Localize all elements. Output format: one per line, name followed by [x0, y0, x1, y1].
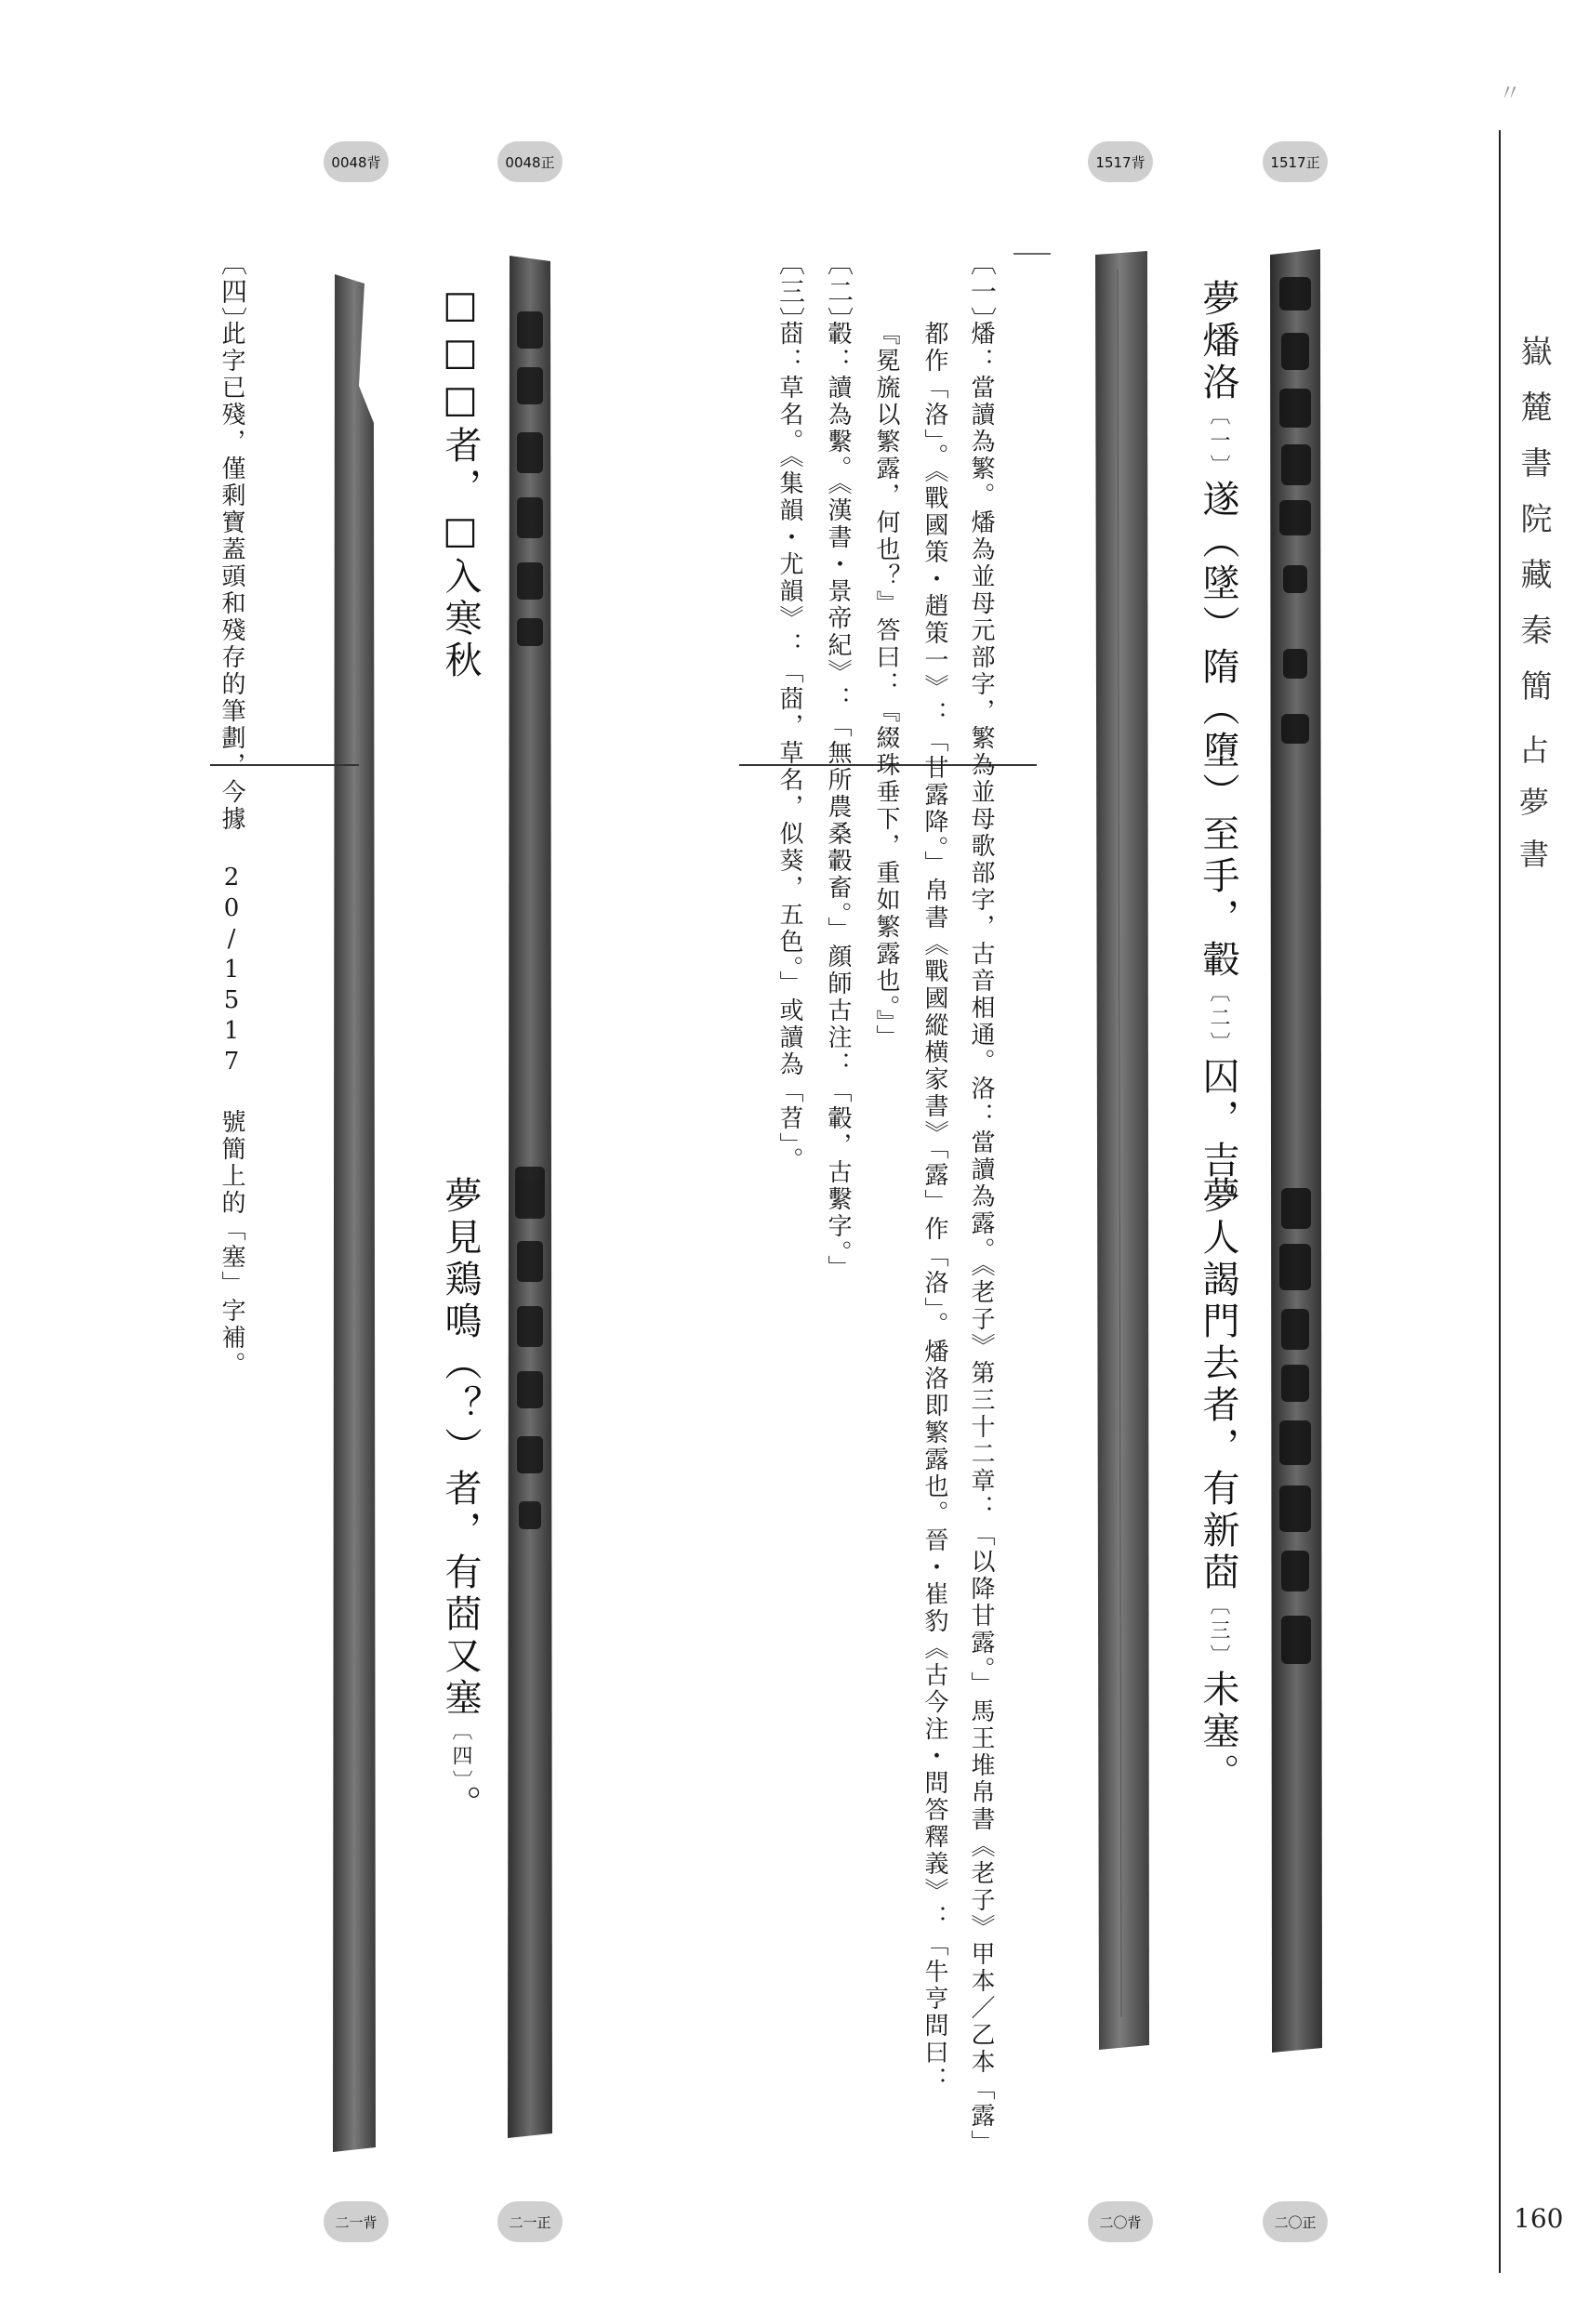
note-label-1: 〔一〕 — [967, 249, 998, 336]
note-label-3: 〔三〕 — [775, 249, 806, 336]
margin-rule — [1499, 130, 1501, 2273]
transcription-slip-20-line2: 夢人謁門去者，有新莔〔三〕未塞。 — [1197, 1176, 1239, 1795]
slip-image-1517-back — [1090, 251, 1151, 2050]
book-title: 嶽麓書院藏秦簡 — [1515, 335, 1552, 725]
transcription-slip-20-line1: 夢燔洛〔一〕遂（墜）隋（墮）至手，轂〔二〕囚，吉。 — [1197, 279, 1239, 1224]
note-1-line3: 『冕旒以繁露，何也？』答曰：『綴珠垂下，重如繁露也。』」 — [872, 321, 900, 1051]
slip-number-20-front: 二〇正 — [1263, 2201, 1328, 2242]
rule-small — [1013, 253, 1051, 255]
section-title: 占夢書 — [1515, 734, 1550, 891]
page-number: 160 — [1514, 2203, 1564, 2234]
slip-number-21-back: 二一背 — [324, 2201, 389, 2242]
note-ref-4: 〔四〕 — [449, 1720, 472, 1785]
note-4-line1: 此字已殘，僅剩寶蓋頭和殘存的筆劃，今據 20/1517 號簡上的「塞」字補。 — [218, 321, 245, 1379]
note-label-2: 〔二〕 — [824, 249, 854, 336]
note-3-line1: 莔：草名。《集韻・尤韻》：「莔，草名，似葵，五色。」或讀為「苕」。 — [775, 321, 803, 1174]
slip-id-1517-front: 1517正 — [1263, 141, 1328, 182]
slip-image-0048-front — [504, 256, 556, 2138]
note-ref-1: 〔一〕 — [1207, 404, 1230, 480]
transcription-slip-21-line1: □□□者，□入寒秋 — [439, 284, 482, 682]
note-label-4: 〔四〕 — [218, 249, 248, 336]
note-ref-3: 〔三〕 — [1207, 1594, 1230, 1670]
note-1-line2: 都作「洛」。《戰國策・趙策一》：「甘露降。」帛書《戰國縱横家書》「露」作「洛」。燔洛即繁露也。晉・崔豹《古今注・問答釋義》：「牛亨問曰： — [920, 321, 948, 2093]
slip-id-1517-back: 1517背 — [1088, 141, 1153, 182]
corner-mark: 〃 — [1499, 80, 1521, 106]
slip-id-0048-front: 0048正 — [497, 141, 563, 182]
slip-number-21-front: 二一正 — [497, 2201, 563, 2242]
slip-image-0048-back — [327, 274, 379, 2152]
transcription-slip-21-line2: 夢見鶏鳴（？）者，有莔又塞〔四〕。 — [439, 1176, 482, 1827]
slip-number-20-back: 二〇背 — [1088, 2201, 1153, 2242]
note-2-line1: 轂：讀為繫。《漢書・景帝紀》：「無所農桑轂畜。」顔師古注：「轂，古繫字。」 — [824, 321, 852, 1282]
slip-image-1517-front — [1266, 249, 1324, 2053]
note-1-line1: 燔：當讀為繁。燔為並母元部字，繁為並母歌部字，古音相通。洛：當讀為露。《老子》第三十二章：「以降甘露。」馬王堆帛書《老子》甲本／乙本「露」 — [967, 321, 995, 2157]
slip-id-0048-back: 0048背 — [324, 141, 389, 182]
note-ref-2: 〔二〕 — [1207, 982, 1230, 1057]
